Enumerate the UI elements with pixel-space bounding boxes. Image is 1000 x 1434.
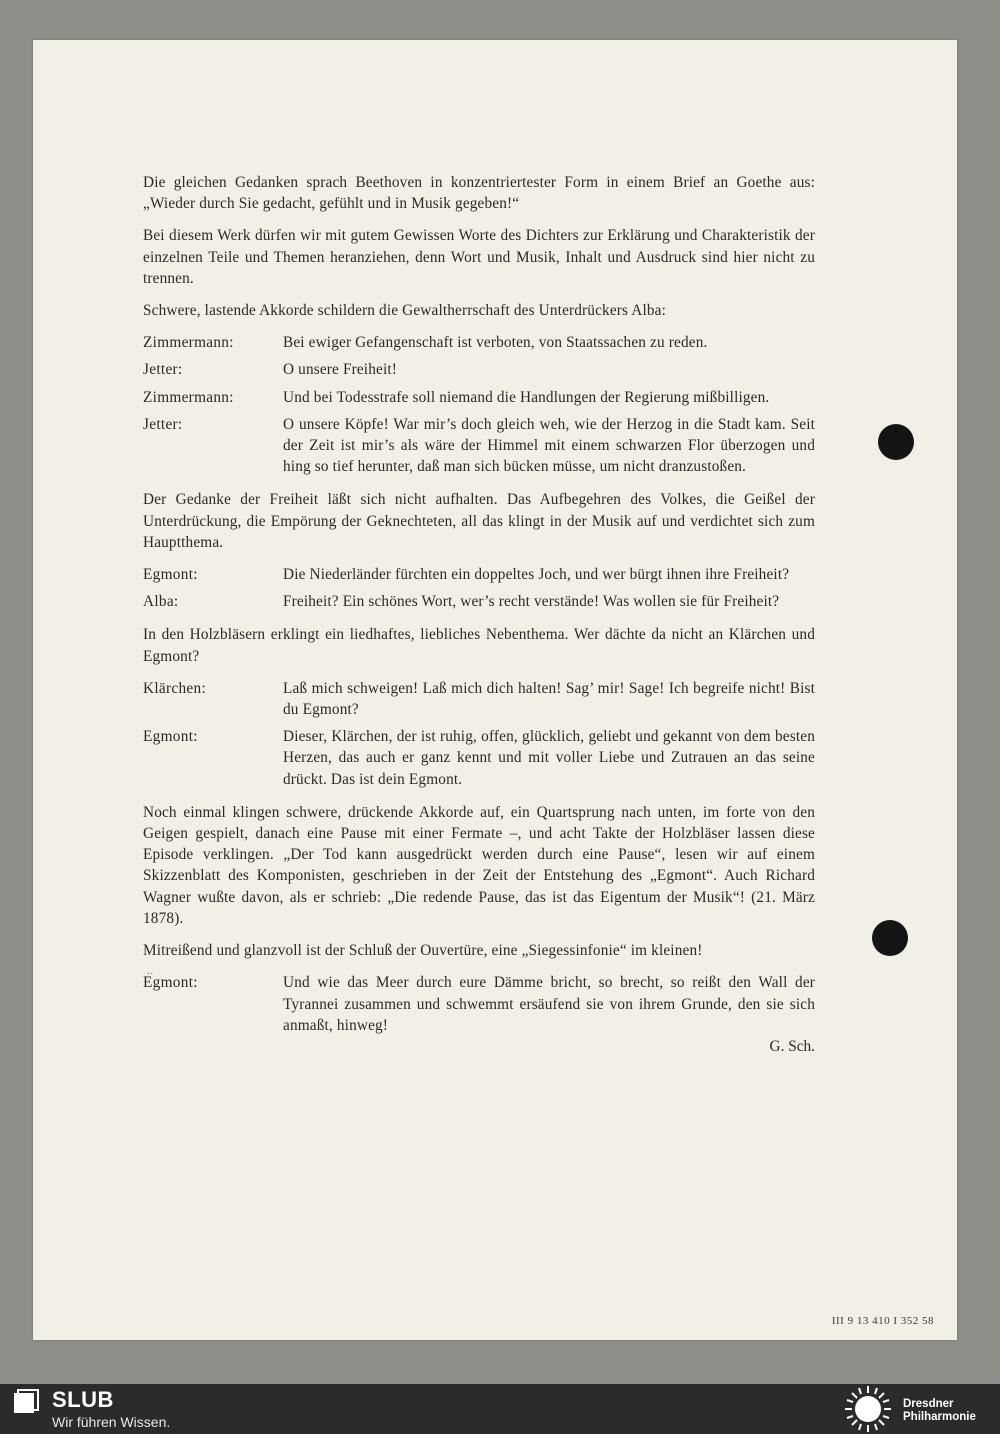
speaker-name: Egmont: xyxy=(143,566,198,584)
punch-hole-bottom xyxy=(872,920,908,956)
philharmonie-sun-icon[interactable] xyxy=(842,1384,894,1434)
dialog-line xyxy=(143,359,815,380)
margin-mark: .. xyxy=(147,966,154,977)
punch-hole-top xyxy=(878,424,914,460)
paragraph-alba: Schwere, lastende Akkorde schildern die Gewaltherrschaft des Unterdrückers Alba: xyxy=(143,302,666,320)
dialog-text: O unsere Köpfe! War mir’s doch gleich weh, wie der Herzog in die Stadt kam. Seit der Zeit ist mir’s als wäre der Himmel mit einem schwarzen Flor überzogen und hing so tief herunter, daß man sich bücken müsse, um nicht dranzustoßen. xyxy=(283,415,815,476)
dialog-text: Und bei Todesstrafe soll niemand die Handlungen der Regierung mißbilligen. xyxy=(283,388,770,406)
dialog-text: O unsere Freiheit! xyxy=(283,361,397,379)
speaker-name: Zimmermann: xyxy=(143,388,234,406)
paragraph-werk: Bei diesem Werk dürfen wir mit gutem Gewissen Worte des Dichters zur Erklärung und Charakteristik der einzelnen Teile und Themen heranziehen, denn Wort und Musik, Inhalt und Ausdruck sind hier nicht zu trennen. xyxy=(143,227,815,287)
dialog-text: Und wie das Meer durch eure Dämme bricht, so brecht, so reißt den Wall der Tyrannei zusammen und schwemmt ersäufend sie von ihrem Grunde, den sie sich anmaßt, hinweg! xyxy=(283,974,815,1034)
slub-tagline: Wir führen Wissen. xyxy=(52,1414,171,1430)
dp-line-1: Dresdner xyxy=(903,1398,954,1410)
speaker-name: Zimmermann: xyxy=(143,334,234,352)
viewer-footer-bar xyxy=(0,1384,1000,1434)
document-body xyxy=(143,172,815,1057)
slub-logo-text[interactable]: SLUB xyxy=(52,1387,114,1412)
dialog-line xyxy=(143,678,815,720)
paragraph-intro: Die gleichen Gedanken sprach Beethoven in konzentriertester Form in einem Brief an Goethe aus: „Wieder durch Sie gedacht, gefühlt und in Musik gegeben!“ xyxy=(143,174,815,213)
book-icon xyxy=(12,1388,40,1416)
dialog-text: Bei ewiger Gefangenschaft ist verboten, von Staatssachen zu reden. xyxy=(283,334,708,352)
dialog-line xyxy=(143,591,815,612)
dialog-text: Laß mich schweigen! Laß mich dich halten! Sag’ mir! Sage! Ich begreife nicht! Bist du Egmont? xyxy=(283,679,815,719)
paragraph-schluss: Mitreißend und glanzvoll ist der Schluß der Ouvertüre, eine „Siegessinfonie“ im kleinen! xyxy=(143,942,703,960)
speaker-name: Egmont: xyxy=(143,728,198,746)
print-code: III 9 13 410 I 352 58 xyxy=(831,1315,934,1327)
speaker-name: Jetter: xyxy=(143,415,183,433)
paragraph-pause: Noch einmal klingen schwere, drückende Akkorde auf, ein Quartsprung nach unten, im forte von den Geigen gespielt, danach eine Pause mit einer Fermate –, und acht Takte der Holzbläser lassen diese Episode verklingen. „Der Tod kann ausgedrückt werden durch eine Pause“, lesen wir auf einem Skizzenblatt des Komponisten, geschrieben in der Zeit der Entstehung des „Egmont“. Auch Richard Wagner wußte davon, als er schrieb: „Die redende Pause, das ist das Eigentum der Musik“! (21. März 1878). xyxy=(143,803,815,927)
paragraph-freiheit: Der Gedanke der Freiheit läßt sich nicht aufhalten. Das Aufbegehren des Volkes, die Geißel der Unterdrückung, die Empörung der Geknechteten, all das klingt in der Musik auf und verdichtet sich zum Hauptthema. xyxy=(143,491,815,551)
author-signature: G. Sch. xyxy=(769,1037,815,1055)
dialog-line xyxy=(143,387,815,408)
dialog-line xyxy=(143,972,815,1036)
speaker-name: Klärchen: xyxy=(143,679,207,697)
dialog-text: Dieser, Klärchen, der ist ruhig, offen, glücklich, geliebt und gekannt von dem besten Herzen, das auch er ganz kennt und mit voller Liebe und Zutrauen an das seine drückt. Das ist dein Egmont. xyxy=(283,728,815,788)
dp-line-2: Philharmonie xyxy=(903,1411,976,1423)
speaker-name: Alba: xyxy=(143,593,179,611)
speaker-name: Egmont: xyxy=(143,974,198,992)
philharmonie-logo-text xyxy=(903,1398,976,1424)
dialog-line xyxy=(143,726,815,790)
dialog-text: Die Niederländer fürchten ein doppeltes Joch, und wer bürgt ihnen ihre Freiheit? xyxy=(283,566,790,584)
speaker-name: Jetter: xyxy=(143,361,183,379)
dialog-text: Freiheit? Ein schönes Wort, wer’s recht verstände! Was wollen sie für Freiheit? xyxy=(283,593,780,611)
dialog-line xyxy=(143,564,815,585)
dialog-line xyxy=(143,414,815,478)
dialog-line xyxy=(143,332,815,353)
paragraph-holzblaeser: In den Holzbläsern erklingt ein liedhaftes, liebliches Nebenthema. Wer dächte da nicht an Klärchen und Egmont? xyxy=(143,626,815,665)
